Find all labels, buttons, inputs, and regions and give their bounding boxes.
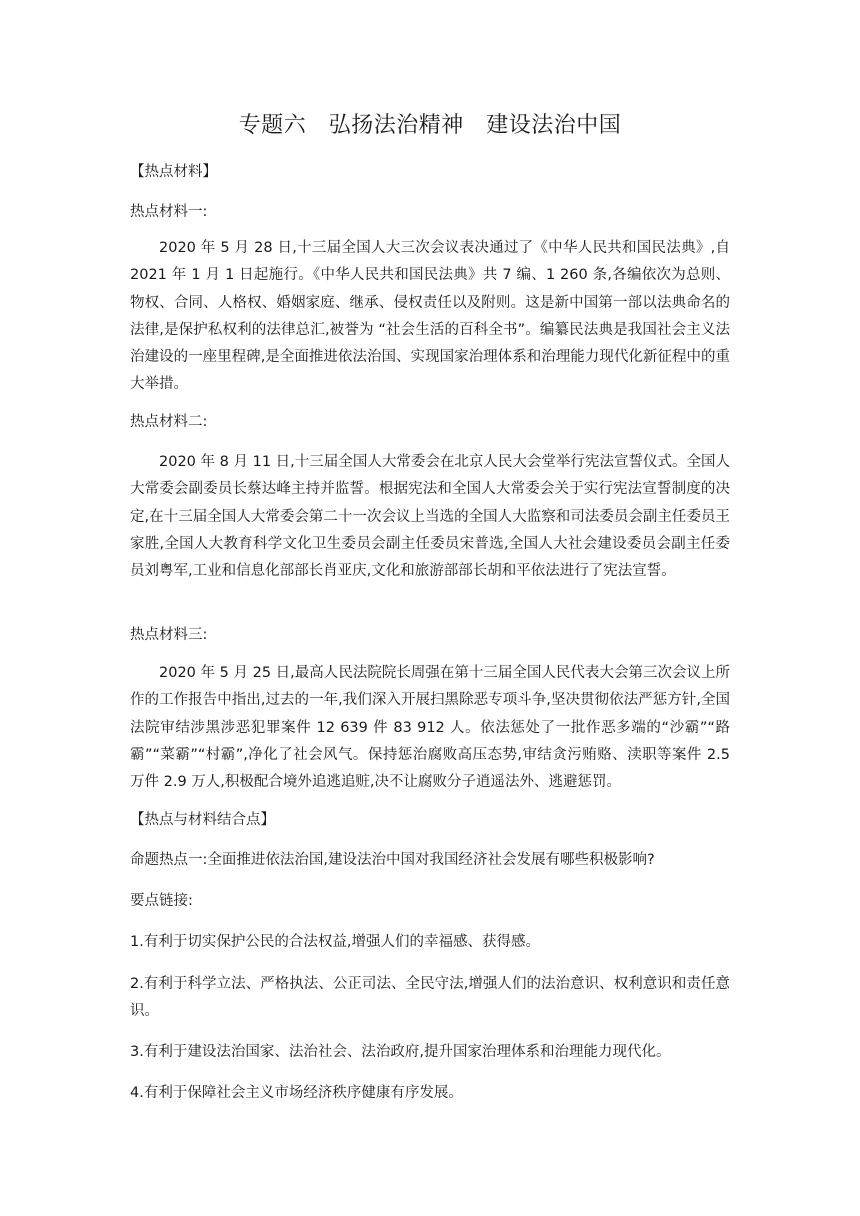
page-title: 专题六 弘扬法治精神 建设法治中国 <box>238 113 622 138</box>
key-point-2: 2.有利于科学立法、严格执法、公正司法、全民守法,增强人们的法治意识、权利意识和责任意识。 <box>130 976 730 1020</box>
material-one-heading: 热点材料一: <box>130 204 208 220</box>
section-heading-hot-materials: 【热点材料】 <box>130 164 217 180</box>
key-points-label: 要点链接: <box>130 893 193 909</box>
section-heading-combination: 【热点与材料结合点】 <box>130 812 275 828</box>
key-point-4: 4.有利于保障社会主义市场经济秩序健康有序发展。 <box>130 1085 463 1101</box>
material-three-text: 2020 年 5 月 25 日,最高人民法院院长周强在第十三届全国人民代表大会第三次会议上所作的工作报告中指出,过去的一年,我们深入开展扫黑除恶专项斗争,坚决贯彻依法严惩方针,全国法院审结涉黑涉恶犯罪案件 12 639 件 83 912 人。依法惩处了一批作恶多端的“沙霸”“路霸”“菜霸”“村霸”,净化了社会风气。保持惩治腐败高压态势,审结贪污贿赂、渎职等案件 2.5 万件 2.9 万人,积极配合境外追逃追赃,决不让腐败分子逍遥法外、逃避惩罚。 <box>130 665 730 791</box>
material-one-text: 2020 年 5 月 28 日,十三届全国人大三次会议表决通过了《中华人民共和国民法典》,自 2021 年 1 月 1 日起施行。《中华人民共和国民法典》共 7 编、1 260 条,各编依次为总则、物权、合同、人格权、婚姻家庭、继承、侵权责任以及附则。这是新中国第一部以法典命名的法律,是保护私权利的法律总汇,被誉为 “社会生活的百科全书”。编纂民法典是我国社会主义法治建设的一座里程碑,是全面推进依法治国、实现国家治理体系和治理能力现代化新征程中的重大举措。 <box>130 240 730 393</box>
question-hot-one: 命题热点一:全面推进依法治国,建设法治中国对我国经济社会发展有哪些积极影响? <box>130 852 655 868</box>
material-two-heading: 热点材料二: <box>130 414 208 430</box>
key-point-1: 1.有利于切实保护公民的合法权益,增强人们的幸福感、获得感。 <box>130 934 540 950</box>
material-two-text: 2020 年 8 月 11 日,十三届全国人大常委会在北京人民大会堂举行宪法宣誓仪式。全国人大常委会副委员长蔡达峰主持并监誓。根据宪法和全国人大常委会关于实行宪法宣誓制度的决定,在十三届全国人大常委会第二十一次会议上当选的全国人大监察和司法委员会副主任委员王家胜,全国人大教育科学文化卫生委员会副主任委员宋普选,全国人大社会建设委员会副主任委员刘粤军,工业和信息化部部长肖亚庆,文化和旅游部部长胡和平依法进行了宪法宣誓。 <box>130 454 730 580</box>
material-three-heading: 热点材料三: <box>130 627 208 643</box>
key-point-3: 3.有利于建设法治国家、法治社会、法治政府,提升国家治理体系和治理能力现代化。 <box>130 1044 671 1060</box>
